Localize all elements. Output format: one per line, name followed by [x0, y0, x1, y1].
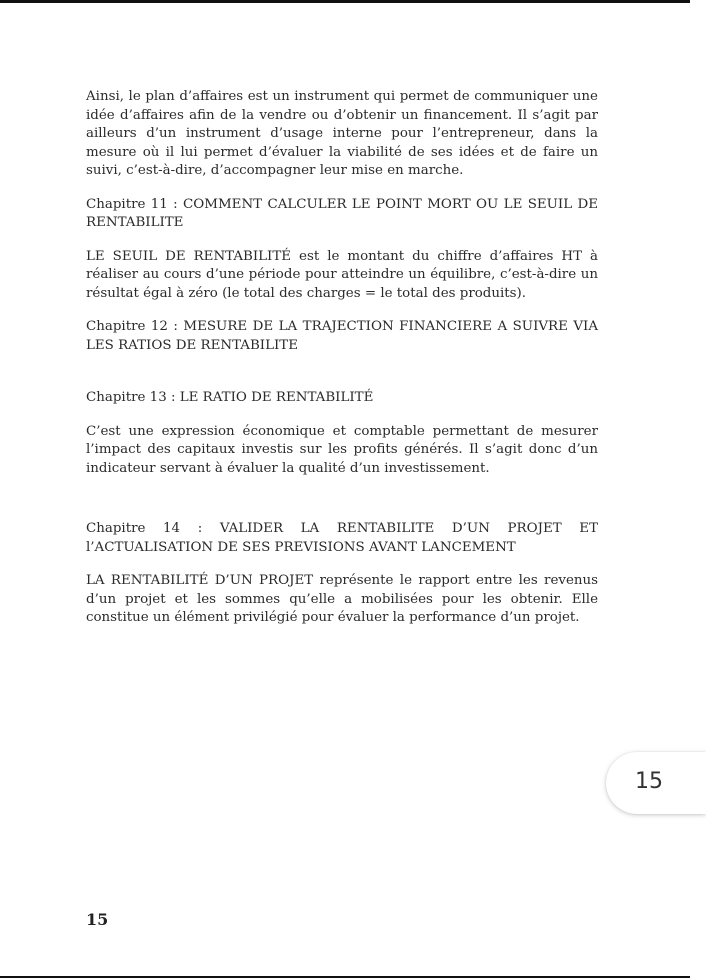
ratio-paragraph: C’est une expression économique et comptable permettant de mesurer l’impact des capitaux investis sur les profits générés. Il s’agit donc d’un indicateur servant à évaluer la qualité d’un investissement.: [86, 423, 598, 476]
top-border: [0, 0, 690, 3]
chapter-12-heading: Chapitre 12 : MESURE DE LA TRAJECTION FINANCIERE A SUIVRE VIA LES RATIOS DE RENTABILITE: [86, 319, 598, 353]
project-profitability-paragraph: LA RENTABILITÉ D’UN PROJET représente le rapport entre les revenus d’un projet et les sommes qu’elle a mobilisées pour les obtenir. Elle constitue un élément privilégié pour évaluer la performance d’un projet.: [86, 573, 598, 625]
chapter-14-heading: Chapitre 14 : VALIDER LA RENTABILITE D’UN PROJET ET l’ACTUALISATION DE SES PREVISIONS AVANT LANCEMENT: [86, 521, 598, 555]
page-indicator-number: 15: [635, 769, 663, 794]
break-even-paragraph: LE SEUIL DE RENTABILITÉ est le montant du chiffre d’affaires HT à réaliser au cours d’une période pour atteindre un équilibre, c’est-à-dire un résultat égal à zéro (le total des charges = le total des produits).: [86, 248, 598, 301]
chapter-13-heading: Chapitre 13 : LE RATIO DE RENTABILITÉ: [86, 390, 374, 405]
intro-paragraph: Ainsi, le plan d’affaires est un instrument qui permet de communiquer une idée d’affaires afin de la vendre ou d’obtenir un financement. Il s’agit par ailleurs d’un instrument d’usage interne pour l’entrepreneur, dans la mesure où il lui permet d’évaluer la viabilité de ses idées et de faire un suivi, c’est-à-dire, d’accompagner leur mise en marche.: [86, 89, 598, 178]
chapter-11-heading: Chapitre 11 : COMMENT CALCULER LE POINT MORT OU LE SEUIL DE RENTABILITE: [86, 196, 598, 230]
document-page: [86, 88, 598, 628]
page-indicator-pill[interactable]: [606, 752, 706, 814]
footer-page-number: 15: [86, 910, 109, 929]
